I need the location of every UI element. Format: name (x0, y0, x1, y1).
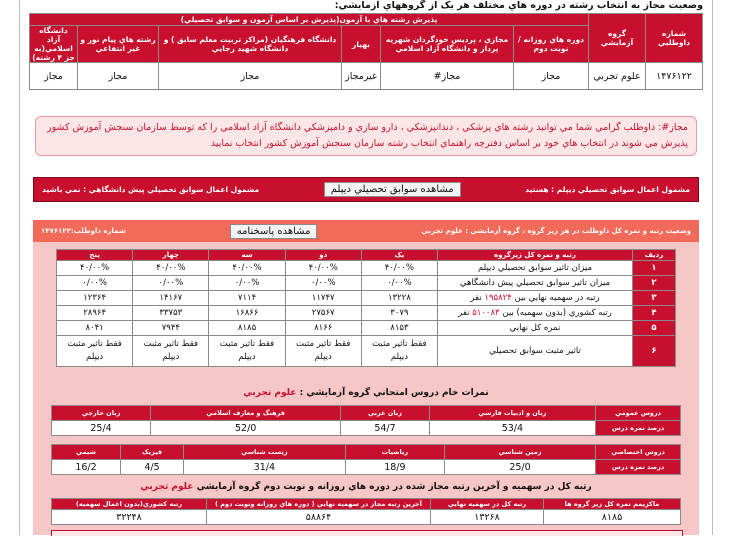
cell-value: ۸۱۸۵ (209, 321, 285, 336)
score-islamic-culture: 52/0 (151, 421, 341, 436)
table-row (57, 336, 676, 367)
score-persian: 53/4 (429, 421, 595, 436)
final-rank-table (51, 498, 681, 525)
eligibility-row (30, 63, 703, 90)
cell-value: ۱۴۱۶۷ (133, 291, 209, 306)
cell-value: ۷۱۱۴ (209, 291, 285, 306)
raw-scores-title (33, 388, 699, 398)
table-row (57, 261, 676, 276)
table-row (57, 291, 676, 306)
label-suffix: نفر (470, 293, 485, 303)
cell-value: ۸۰۴۱ (57, 321, 133, 336)
cell-value: ۴۰/۰۰% (209, 261, 285, 276)
table-row (57, 306, 676, 321)
table-row (57, 321, 676, 336)
final-rank-group: علوم تجربي (140, 482, 194, 492)
col-subgroup-5: پنج (57, 250, 133, 261)
col-subgroup-2: دو (285, 250, 361, 261)
specialty-courses-header (52, 445, 681, 460)
cell-value: فقط تاثیر مثبت دیپلم (285, 336, 361, 367)
view-diploma-records-button[interactable]: مشاهده سوابق تحصیلي دیپلم (324, 182, 461, 197)
national-total-count: ۵۱۰۰۸۳ (472, 308, 500, 318)
general-courses-label: دروس عمومي (596, 406, 681, 421)
quota-total-count: ۱۹۵۸۲۴ (484, 293, 512, 303)
col-subgroup-3: سه (209, 250, 285, 261)
eligibility-table (29, 13, 703, 90)
rank-status-title: وضعیت رتبه و نمره کل داوطلب در هر زیر گروه ، گروه آزمایشي : علوم تجربي (421, 227, 691, 235)
cell-value: ۱۳۲۲۸ (361, 291, 437, 306)
col-quota-rank: رتبه کل در سهمیه نهایي (431, 499, 544, 510)
next-section-edge (51, 530, 683, 536)
row-label: تاثیر مثبت سوابق تحصیلي (438, 336, 633, 367)
view-answer-sheet-button[interactable]: مشاهده پاسخنامه (230, 224, 318, 239)
cell-value: ۴۰/۰۰% (285, 261, 361, 276)
score-chemistry: 16/2 (52, 460, 121, 475)
label-prefix: رتبه کشوري (بدون سهمیه) بین (499, 308, 612, 318)
col-geology: زمین شناسي (444, 445, 595, 460)
status-virtual: مجاز# (381, 63, 514, 90)
eligibility-group-header: پذیرش رشته هاي با آزمون(پذیرش بر اساس آزمون و سوابق تحصیلي) (30, 14, 589, 26)
score-biology: 31/4 (184, 460, 346, 475)
col-daily-second-shift: دوره هاي روزانه / نوبت دوم (514, 26, 589, 63)
row-number: ۳ (633, 291, 676, 306)
cell-value: ۳۳۷۵۳ (133, 306, 209, 321)
status-farhangian: مجاز (159, 63, 342, 90)
row-number: ۵ (633, 321, 676, 336)
cell-value: ۸۱۶۶ (285, 321, 361, 336)
final-rank-title-text: رتبه کل در سهمیه و آخرین رتبه مجاز شده در دوره هاي روزانه و نوبت دوم گروه آزمایشي (196, 482, 592, 492)
label-prefix: رتبه در سهمیه نهایي بین (511, 293, 600, 303)
status-behyar: غیرمجاز (342, 63, 381, 90)
left-page-edge (0, 0, 23, 535)
exam-group: علوم تجربي (589, 63, 646, 90)
row-number: ۲ (633, 276, 676, 291)
candidate-number: ۱۴۷۶۱۲۲ (646, 63, 703, 90)
max-total-score: ۸۱۸۵ (544, 510, 681, 525)
azad-notice: مجاز#: داوطلب گرامي شما مي توانید رشته هاي پزشکي ، دندانپزشکي ، دارو سازي و دامپزشکي دانشگاه آزاد اسلامي را که توسط سازمان سنجش آموزش کشور پذیرش مي شوند در انتخاب هاي خود بر اساس دفترچه راهنماي انتخاب رشته سازمان سنجش آموزش کشور انتخاب نمایید (35, 116, 697, 156)
final-rank-title (33, 482, 699, 492)
col-last-allowed-rank: آخرین رتبه مجاز در سهمیه نهایي ( دوره هاي روزانه ونوبت دوم ) (207, 499, 431, 510)
label-suffix: نفر (458, 308, 473, 318)
cell-value: ۱۶۸۶۶ (209, 306, 285, 321)
cell-value: فقط تاثیر مثبت دیپلم (133, 336, 209, 367)
raw-scores-group: علوم تجربي (243, 388, 297, 398)
cell-value: ۰/۰۰% (209, 276, 285, 291)
cell-value: ۲۷۵۶۷ (285, 306, 361, 321)
col-foreign-language: زبان خارجي (52, 406, 151, 421)
rank-status-bar (33, 220, 699, 242)
col-max-total-score: ماکزیمم نمره کل زیر گروه ها (544, 499, 681, 510)
col-national-rank: رتبه کشوري(بدون اعمال سهمیه) (52, 499, 207, 510)
row-label: میزان تاثیر سوابق تحصیلي پیش دانشگاهي (438, 276, 633, 291)
col-islamic-culture: فرهنگ و معارف اسلامي (151, 406, 341, 421)
row-label (438, 291, 633, 306)
cell-value: ۳۰۷۹ (361, 306, 437, 321)
cell-value: ۷۹۴۴ (133, 321, 209, 336)
cell-value: ۰/۰۰% (133, 276, 209, 291)
cell-value: ۲۸۹۶۴ (57, 306, 133, 321)
col-candidate-number: شماره داوطلبي (646, 14, 703, 63)
general-courses-table (51, 405, 681, 436)
cell-value: فقط تاثیر مثبت دیپلم (361, 336, 437, 367)
score-geology: 25/0 (444, 460, 595, 475)
row-number: ۱ (633, 261, 676, 276)
col-subgroup-1: یک (361, 250, 437, 261)
table-row (52, 510, 681, 525)
score-percent-label: درصد نمره درس (596, 460, 681, 475)
col-biology: زیست شناسي (184, 445, 346, 460)
cell-value: ۴۰/۰۰% (57, 261, 133, 276)
score-physics: 4/5 (121, 460, 184, 475)
table-row (52, 460, 681, 475)
row-label: میزان تاثیر سوابق تحصیلي دیپلم (438, 261, 633, 276)
cell-value: ۱۱۷۴۷ (285, 291, 361, 306)
row-number: ۶ (633, 336, 676, 367)
score-arabic: 54/7 (341, 421, 430, 436)
diploma-records-bar (33, 177, 699, 202)
right-page-edge (709, 0, 730, 535)
cell-value: ۴۰/۰۰% (361, 261, 437, 276)
cell-value: فقط تاثیر مثبت دیپلم (57, 336, 133, 367)
raw-scores-title-text: نمرات خام دروس امتحاني گروه آزمایشي : (299, 388, 489, 398)
col-chemistry: شیمي (52, 445, 121, 460)
status-azad: مجاز (30, 63, 78, 90)
col-row-number: ردیف (633, 250, 676, 261)
results-panel (33, 242, 699, 535)
col-payam-noor: رشته هاي پیام نور و غیر انتفاعي (78, 26, 159, 63)
cell-value: فقط تاثیر مثبت دیپلم (209, 336, 285, 367)
row-label: نمره کل نهایي (438, 321, 633, 336)
col-subgroup-4: چهار (133, 250, 209, 261)
col-virtual-azad: مجازي ، پردیس خودگردان شهریه پرداز و دانشگاه آزاد اسلامي (381, 26, 514, 63)
col-farhangian: دانشگاه فرهنگیان (مراکز تربیت معلم سابق ) و دانشگاه شهید رجایي (159, 26, 342, 63)
pre-university-status-text: مشمول اعمال سوابق تحصیلي پیش دانشگاهي : نمي باشید (42, 185, 260, 194)
page-heading: وضعیت مجاز به انتخاب رشته در دوره هاي مختلف هر یک از گروههاي آزمایشي: (334, 0, 703, 11)
general-courses-header (52, 406, 681, 421)
cell-value: ۴۰/۰۰% (133, 261, 209, 276)
report-page (23, 0, 709, 535)
col-azad-university: دانشگاه آزاد اسلامي(به جز ۴ رشته) (30, 26, 78, 63)
score-math: 18/9 (345, 460, 444, 475)
col-arabic: زبان عربي (341, 406, 430, 421)
final-rank-header (52, 499, 681, 510)
status-payam-noor: مجاز (78, 63, 159, 90)
col-exam-group: گروه آزمایشي (589, 14, 646, 63)
table-row (57, 276, 676, 291)
col-subgroup: رتبه و نمره کل زیرگروه (438, 250, 633, 261)
row-label (438, 306, 633, 321)
subgroup-rank-table (56, 249, 676, 367)
specialty-courses-table (51, 444, 681, 475)
quota-rank: ۱۳۲۶۸ (431, 510, 544, 525)
col-math: ریاضیات (345, 445, 444, 460)
last-allowed-rank: ۵۸۸۶۴ (207, 510, 431, 525)
cell-value: ۰/۰۰% (285, 276, 361, 291)
national-rank: ۳۲۲۴۸ (52, 510, 207, 525)
status-daily: مجاز (514, 63, 589, 90)
col-persian: زبان و ادبیات فارسي (429, 406, 595, 421)
col-physics: فیزیک (121, 445, 184, 460)
cell-value: ۰/۰۰% (361, 276, 437, 291)
row-number: ۴ (633, 306, 676, 321)
score-percent-label: درصد نمره درس (596, 421, 681, 436)
score-foreign-language: 25/4 (52, 421, 151, 436)
rank-table-header (57, 250, 676, 261)
diploma-status-text: مشمول اعمال سوابق تحصیلي دیپلم : هستید (525, 185, 690, 194)
cell-value: ۸۱۵۳ (361, 321, 437, 336)
specialty-courses-label: دروس اختصاصي (596, 445, 681, 460)
cell-value: ۱۲۳۶۴ (57, 291, 133, 306)
rank-candidate-number: شماره داوطلب:۱۴۷۶۱۲۲ (41, 227, 126, 235)
col-behyar: بهیار (342, 26, 381, 63)
cell-value: ۰/۰۰% (57, 276, 133, 291)
table-row (52, 421, 681, 436)
